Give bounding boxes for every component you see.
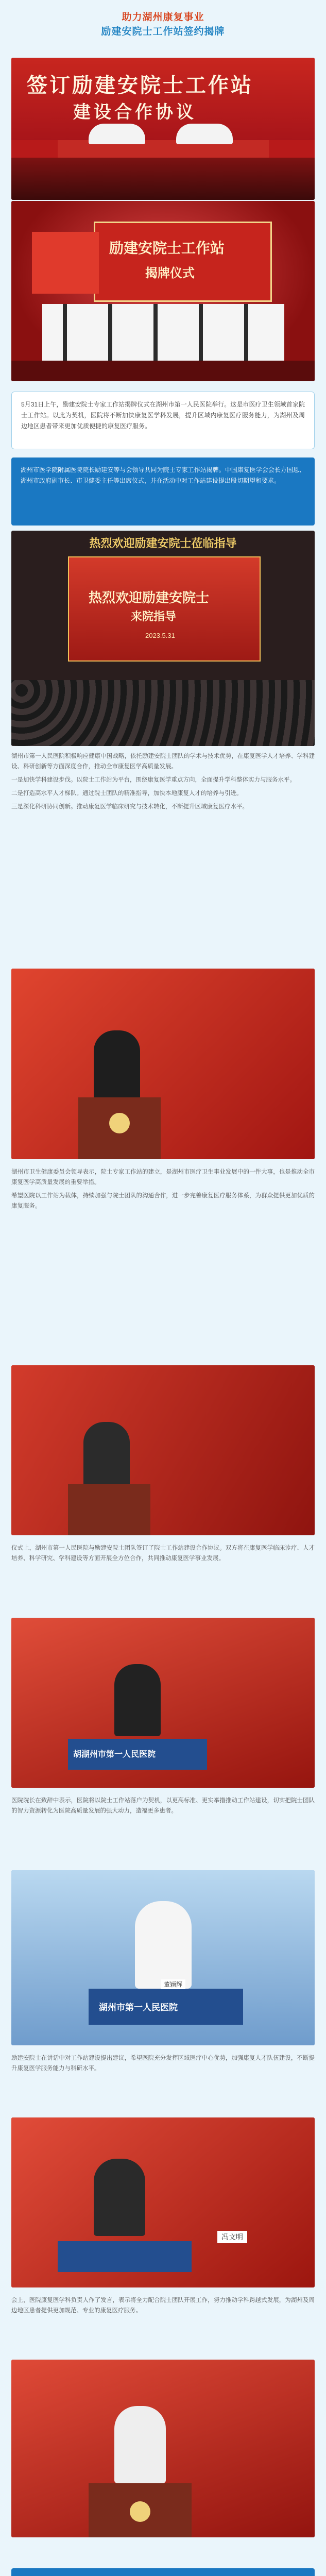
paragraph-block-4: [0, 1795, 326, 1862]
speaker-figure: [114, 1664, 161, 1736]
paragraph: 二是打造高水平人才梯队。通过院士团队的精准指导，加快本地康复人才的培养与引进。: [11, 790, 243, 796]
speaker-figure: [135, 1901, 192, 1989]
nameplate-name: 董颖辉: [161, 1979, 185, 1989]
closing-text-card: [11, 2568, 315, 2576]
paragraph: 希望医院以工作站为载体，持续加强与院士团队的沟通合作，进一步完善康复医疗服务体系，为群众提供更加优质的康复服务。: [11, 1193, 315, 1209]
people-group: [176, 124, 233, 144]
nameplate-text: 胡湖州市第一人民医院: [73, 1750, 156, 1759]
article-header: [0, 0, 326, 61]
photo-auditorium: [11, 531, 315, 746]
photo-speaker-2: [11, 1365, 315, 1535]
nameplate: [58, 2241, 192, 2272]
nameplate-text: 湖州市第一人民医院: [99, 2003, 178, 2012]
title-line-1: 助力湖州康复事业: [122, 12, 204, 23]
plaque-board: [94, 222, 272, 302]
paragraph-block-1: [0, 751, 326, 926]
speaker-figure: [83, 1422, 130, 1489]
speaker-figure: [94, 2159, 145, 2236]
paragraph: 湖州市第一人民医院积极响应健康中国战略，依托励建安院士团队的学术与技术优势，在康复医学人才培养、学科建设、科研创新等方面深度合作，推动全市康复医学高质量发展。: [11, 753, 315, 770]
banner-text-line-2: 建设合作协议: [73, 102, 197, 123]
banner-text-line-1: 签订励建安院士工作站: [27, 73, 253, 97]
paragraph: 医院院长在致辞中表示，医院将以院士工作站落户为契机，以更高标准、更实举措推动工作站建设，切实把院士团队的智力资源转化为医院高质量发展的强大动力，造福更多患者。: [11, 1798, 315, 1814]
screen-date: 2023.5.31: [145, 632, 175, 639]
paragraph: 一是加快学科建设步伐。以院士工作站为平台，围绕康复医学重点方向，全面提升学科整体实力与服务水平。: [11, 777, 296, 783]
paragraph: 仪式上，湖州市第一人民医院与励建安院士团队签订了院士工作站建设合作协议。双方将在康复医学临床诊疗、人才培养、科学研究、学科建设等方面开展全方位合作，共同推动康复医学事业发展。: [11, 1545, 315, 1562]
speaker-figure: [94, 1030, 140, 1103]
photo-speaker-6: [11, 2360, 315, 2537]
paragraph: 三是深化科研协同创新。推动康复医学临床研究与技术转化，不断提升区域康复医疗水平。: [11, 804, 248, 810]
paragraph: 湖州市卫生健康委员会领导表示，院士专家工作站的建立，是湖州市医疗卫生事业发展中的一件大事，也是推动全市康复医学高质量发展的重要举措。: [11, 1169, 315, 1185]
screen-line-2: 来院指导: [131, 610, 177, 623]
speaker-figure: [114, 2406, 166, 2483]
paragraph: 励建安院士在讲话中对工作站建设提出建议，希望医院充分发挥区域医疗中心优势，加强康复人才队伍建设，不断提升康复医学服务能力与科研水平。: [11, 2055, 315, 2072]
plaque-text-line-2: 揭牌仪式: [145, 265, 195, 280]
plaque-text-line-1: 励建安院士工作站: [109, 240, 225, 257]
audience: [11, 680, 315, 746]
nameplate-name: 冯文明: [217, 2231, 247, 2243]
blue-text-card: 湖州市医学院附属医院院长励建安等与会领导共同为院士专家工作站揭牌。中国康复医学会会长方国恩、湖州市政府副市长、市卫健委主任等出席仪式，并在活动中对工作站建设提出殷切期望和要求。: [11, 457, 315, 526]
photo-speaker-4: [11, 1870, 315, 2045]
paragraph-block-2: [0, 1167, 326, 1332]
stage-banner: 热烈欢迎励建安院士莅临指导: [89, 537, 237, 550]
paragraph-block-5: [0, 2053, 326, 2110]
people-group: [89, 124, 145, 144]
screen-line-1: 热烈欢迎励建安院士: [89, 590, 210, 606]
paragraph-block-3: [0, 1543, 326, 1605]
photo-speaker-3: [11, 1618, 315, 1788]
photo-speaker-5: [11, 2117, 315, 2287]
podium-logo-icon: [130, 2501, 150, 2522]
podium-logo-icon: [109, 1113, 130, 1133]
photo-signing-ceremony: [11, 58, 315, 200]
title-line-2: 励建安院士工作站签约揭牌: [101, 26, 225, 37]
photo-plaque-unveiling: [11, 201, 315, 381]
people-row: [42, 304, 284, 361]
red-cloth-plaque: [32, 232, 99, 294]
paragraph: 会上，医院康复医学科负责人作了发言，表示将全力配合院士团队开展工作，努力推动学科跨越式发展，为湖州及周边地区患者提供更加规范、专业的康复医疗服务。: [11, 2297, 315, 2314]
paragraph-block-6: [0, 2295, 326, 2352]
photo-speaker-1: [11, 969, 315, 1159]
podium: [68, 1484, 150, 1535]
intro-text-card: 5月31日上午，励建安院士专家工作站揭牌仪式在湖州市第一人民医院举行。这是市医疗卫生领域首家院士工作站。以此为契机，医院将不断加快康复医学科发展，提升区域内康复医疗服务能力，为湖州及周边地区患者带来更加优质便捷的康复医疗服务。: [11, 392, 315, 449]
